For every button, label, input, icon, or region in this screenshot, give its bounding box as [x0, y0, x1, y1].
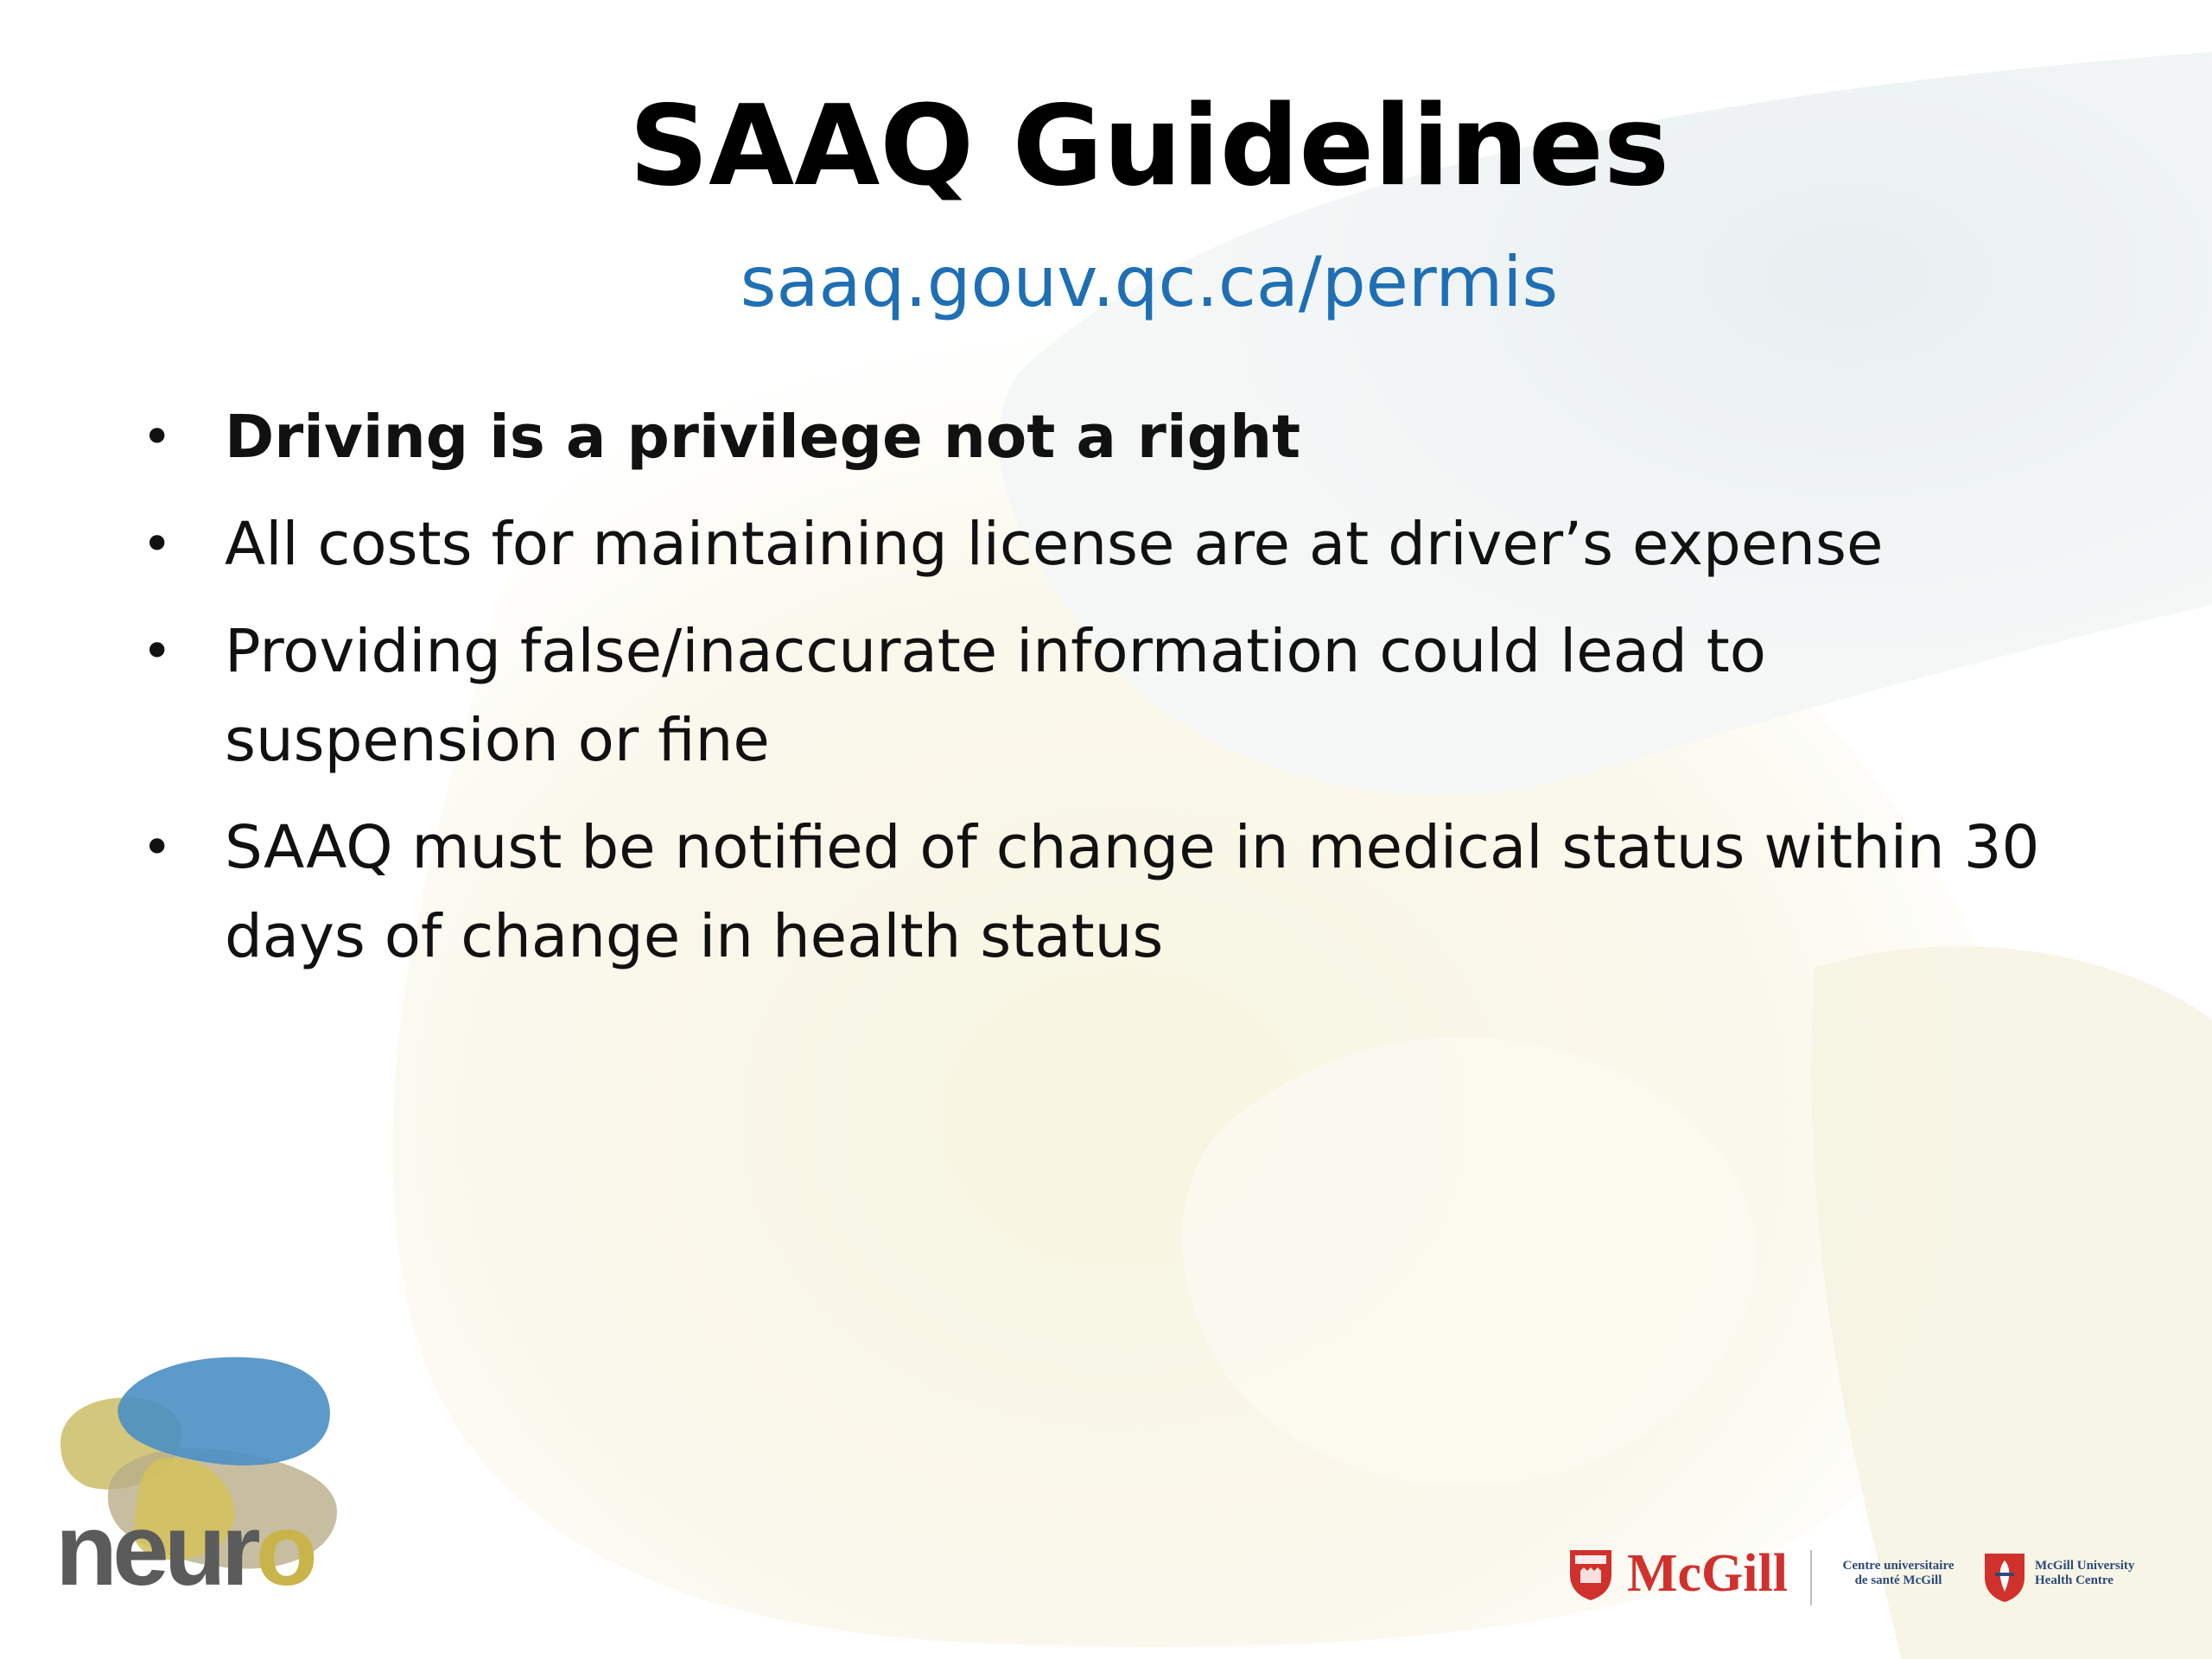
muhc-wordmark — [2035, 1559, 2190, 1588]
cusm-line1: Centre universitaire — [1842, 1559, 1955, 1573]
saaq-link[interactable]: saaq.gouv.qc.ca/permis — [740, 242, 1559, 322]
cusm-wordmark — [1821, 1559, 1976, 1588]
bullet-item — [130, 804, 2074, 982]
bullet-item — [130, 500, 2074, 589]
logo-divider — [1810, 1550, 1812, 1605]
bullet-item — [130, 393, 2074, 482]
mcgill-wordmark: McGill — [1627, 1544, 1788, 1603]
neuro-logo-accent: o — [255, 1493, 313, 1607]
neuro-logo-text — [55, 1493, 313, 1607]
muhc-crest-icon — [1983, 1552, 2026, 1604]
bullet-dot: • — [142, 817, 173, 878]
bullet-dot: • — [142, 621, 173, 682]
neuro-logo-main: neur — [55, 1493, 256, 1607]
muhc-line1: McGill University — [2035, 1559, 2135, 1573]
bullet-text: All costs for maintaining license are at driver’s expense — [225, 510, 1884, 579]
bullet-dot: • — [142, 514, 173, 575]
bullet-dot: • — [142, 407, 173, 467]
footer-logos — [1568, 1543, 2190, 1612]
muhc-line2: Health Centre — [2035, 1573, 2113, 1587]
bullet-text: SAAQ must be notified of change in medical status within 30 days of change in health status — [225, 813, 2040, 971]
cusm-line2: de santé McGill — [1854, 1573, 1942, 1587]
bullet-list — [130, 393, 2074, 1000]
slide-title: SAAQ Guidelines — [628, 82, 1670, 211]
bullet-item — [130, 607, 2074, 785]
mcgill-crest-icon — [1568, 1548, 1613, 1602]
bullet-text: Providing false/inaccurate information could lead to suspension or fine — [225, 617, 1767, 775]
bullet-text: Driving is a privilege not a right — [225, 403, 1301, 472]
